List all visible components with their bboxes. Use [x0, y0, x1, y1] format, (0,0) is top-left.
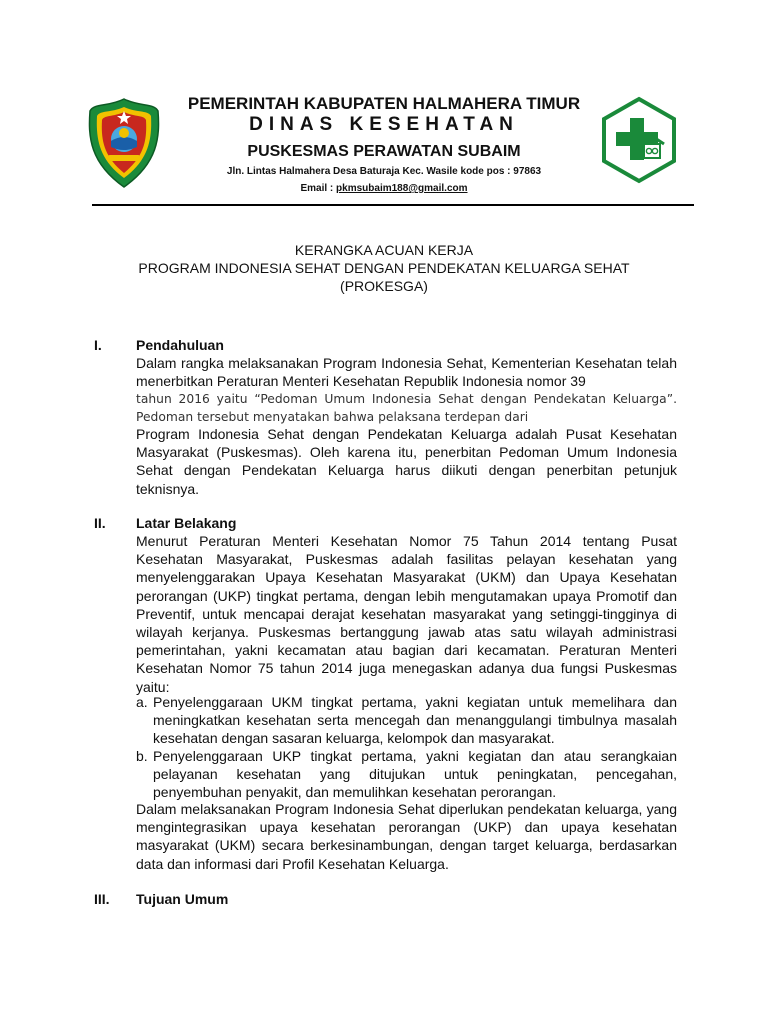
list-marker: a.	[136, 694, 148, 710]
email-label: Email :	[300, 183, 337, 194]
section-paragraph: Menurut Peraturan Menteri Kesehatan Nomor 75 Tahun 2014 tentang Pusat Kesehatan Masyarakat, Puskesmas adalah fasilitas pelayan kesehatan yang menyelenggarakan Upaya Kesehatan Masyarakat (UKM) dan Upaya Kesehatan perorangan (UKP) tingkat pertama, dengan lebih mengutamakan upaya Promotif dan Preventif, untuk mencapai derajat kesehatan masyarakat yang setinggi-tingginya di wilayah kerjanya. Puskesmas bertanggung jawab atas satu wilayah administrasi pemerintahan, yakni kecamatan atau bagian dari kecamatan. Peraturan Menteri Kesehatan Nomor 75 tahun 2014 juga menegaskan adanya dua fungsi Puskesmas yaitu:	[136, 533, 677, 695]
section-heading: Latar Belakang	[136, 515, 237, 531]
document-subtitle: PROGRAM INDONESIA SEHAT DENGAN PENDEKATAN KELUARGA SEHAT	[138, 260, 630, 276]
list-item	[136, 693, 677, 748]
document-title: KERANGKA ACUAN KERJA	[294, 242, 474, 258]
facility-name: PUSKESMAS PERAWATAN SUBAIM	[247, 143, 521, 160]
section-paragraph: Dalam rangka melaksanakan Program Indonesia Sehat, Kementerian Kesehatan telah menerbitkan Peraturan Menteri Kesehatan Republik Indonesia nomor 39	[136, 355, 677, 390]
section-paragraph: Program Indonesia Sehat dengan Pendekatan Keluarga adalah Pusat Kesehatan Masyarakat (Puskesmas). Oleh karena itu, penerbitan Pedoman Umum Indonesia Sehat dengan Pendekatan Keluarga harus diikuti dengan penerbitan petunjuk teknisnya.	[136, 426, 677, 497]
list-item-text: Penyelenggaraan UKP tingkat pertama, yakni kegiatan dan atau serangkaian pelayanan kesehatan yang ditujukan untuk peningkatan, pencegahan, penyembuhan penyakit, dan memulihkan kesehatan perorangan.	[153, 748, 677, 801]
department-name: DINAS KESEHATAN	[249, 114, 519, 135]
government-name: PEMERINTAH KABUPATEN HALMAHERA TIMUR	[187, 94, 581, 113]
health-cross-icon	[600, 96, 678, 184]
email-link[interactable]: pkmsubaim188@gmail.com	[336, 183, 468, 194]
section-paragraph: tahun 2016 yaitu “Pedoman Umum Indonesia Sehat dengan Pendekatan Keluarga”. Pedoman tersebut menyatakan bahwa pelaksana terdepan dari	[136, 392, 677, 425]
section-paragraph: Dalam melaksanakan Program Indonesia Sehat diperlukan pendekatan keluarga, yang mengintegrasikan upaya kesehatan perorangan (UKP) dan upaya kesehatan masyarakat (UKM) secara berkesinambungan, dengan target keluarga, berdasarkan data dan informasi dari Profil Kesehatan Keluarga.	[136, 801, 677, 872]
email-line	[170, 183, 598, 194]
section-heading: Pendahuluan	[136, 337, 224, 353]
regency-emblem-icon	[88, 97, 160, 189]
section-heading: Tujuan Umum	[136, 891, 229, 907]
section-number: III.	[94, 891, 110, 907]
list-marker: b.	[136, 748, 148, 764]
address-line: Jln. Lintas Halmahera Desa Baturaja Kec. Wasile kode pos : 97863	[226, 166, 542, 177]
section-number: II.	[94, 515, 106, 531]
list-item	[136, 747, 677, 802]
list-item-text: Penyelenggaraan UKM tingkat pertama, yakni kegiatan untuk memelihara dan meningkatkan kesehatan serta mencegah dan menanggulangi timbulnya masalah kesehatan dengan sasaran keluarga, kelompok dan masyarakat.	[153, 694, 677, 747]
document-subtitle-abbrev: (PROKESGA)	[340, 278, 428, 294]
section-number: I.	[94, 337, 102, 353]
letterhead-divider	[92, 204, 694, 206]
